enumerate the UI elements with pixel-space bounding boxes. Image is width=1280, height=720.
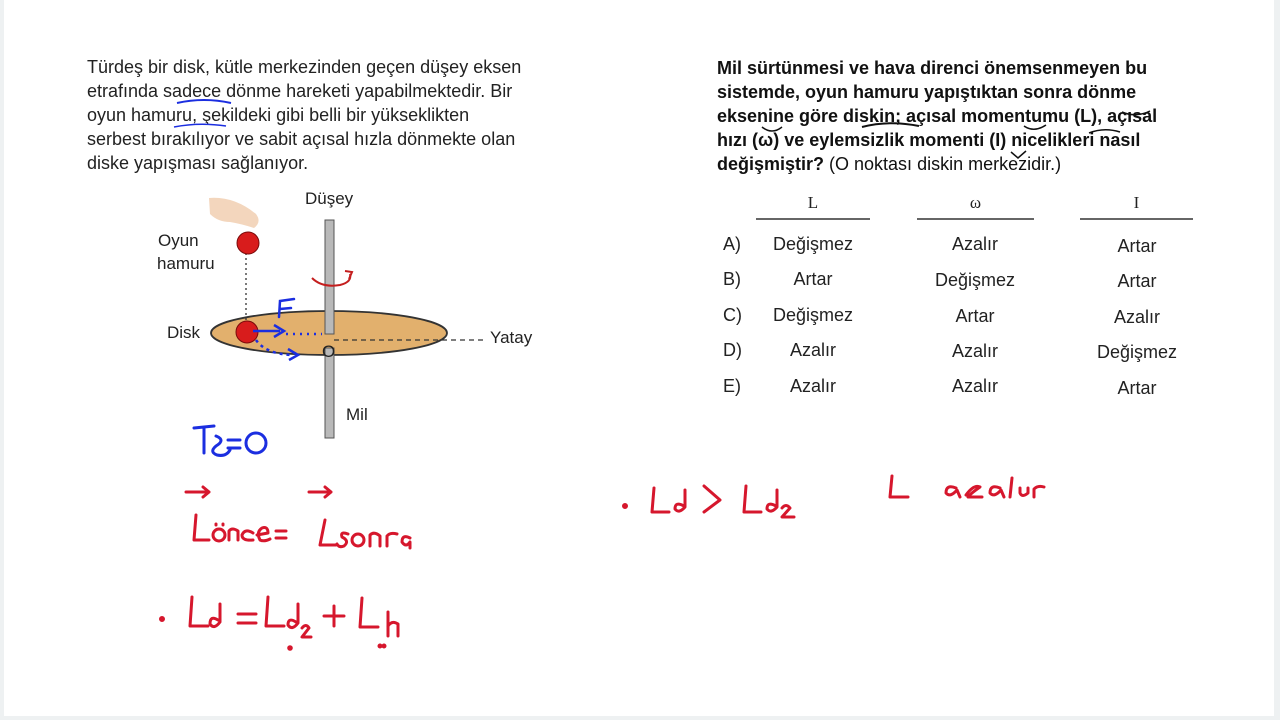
cell-L: Azalır: [789, 376, 836, 396]
prompt-line-1: Mil sürtünmesi ve hava direnci önemsenmeyen bu: [717, 58, 1148, 78]
worksheet-page: [4, 0, 1274, 716]
annotation-mark-I: [1024, 125, 1046, 129]
stem-line-5: diske yapışması sağlanıyor.: [87, 153, 309, 173]
label-disk: Disk: [167, 323, 201, 342]
cell-L: Değişmez: [772, 305, 854, 325]
finger-shape: [209, 198, 259, 228]
stem-line-3: oyun hamuru, şekildeki gibi belli bir yükseklikten: [87, 105, 470, 125]
handwritten-sum: [161, 597, 399, 649]
label-shaft: Mil: [346, 405, 368, 424]
putty-ball-top: [237, 232, 259, 254]
header-L: L: [807, 193, 819, 212]
header-I: I: [1133, 193, 1140, 212]
handwritten-result: [890, 476, 1044, 497]
option-label: C): [723, 305, 742, 325]
shaft-top: [325, 220, 334, 334]
cell-L: Azalır: [789, 340, 836, 360]
cell-I: Artar: [1117, 378, 1157, 398]
annotation-mark-L: [1122, 111, 1150, 115]
cell-omega: Azalır: [951, 234, 998, 254]
cell-L: Değişmez: [772, 234, 854, 254]
prompt-note: (O noktası diskin merkezidir.): [824, 154, 1062, 174]
label-oyun: Oyun: [158, 231, 199, 250]
cell-I: Değişmez: [1096, 342, 1178, 362]
option-label: B): [723, 269, 741, 289]
cell-omega: Artar: [955, 306, 995, 326]
cell-I: Artar: [1117, 236, 1157, 256]
annotation-underline-hamuru: [174, 124, 226, 127]
stem-line-1: Türdeş bir disk, kütle merkezinden geçen düşey eksen: [87, 57, 522, 77]
handwritten-compare: [624, 486, 795, 517]
cell-I: Artar: [1117, 271, 1157, 291]
cell-omega: Değişmez: [934, 270, 1016, 290]
prompt-line-3: eksenine göre diskin; açısal momentumu (L), açısal: [717, 106, 1158, 126]
cell-omega: Azalır: [951, 341, 998, 361]
handwritten-conservation: [186, 487, 410, 548]
label-vertical: Düşey: [305, 189, 354, 208]
label-center-o: O: [322, 342, 336, 361]
label-hamuru: hamuru: [157, 254, 215, 273]
annotation-mark-nicelik: [1089, 130, 1120, 133]
prompt-bold-end: değişmiştir?: [717, 154, 825, 174]
stem-line-2: etrafında sadece dönme hareketi yapabilmektedir. Bir: [87, 81, 513, 101]
annotation-mark-merkez: [1011, 151, 1026, 158]
prompt-line-4: hızı (ω) ve eylemsizlik momenti (I) nicelikleri nasıl: [717, 130, 1141, 150]
stem-line-4: serbest bırakılıyor ve sabit açısal hızla dönmekte olan: [87, 129, 516, 149]
option-label: A): [723, 234, 741, 254]
handwritten-torque: [194, 426, 266, 455]
annotation-underline-diskin: [862, 123, 919, 127]
cell-omega: Azalır: [951, 376, 998, 396]
header-omega: ω: [969, 193, 982, 212]
annotation-mark-w: [762, 127, 782, 131]
option-label: D): [723, 340, 742, 360]
option-label: E): [723, 376, 741, 396]
prompt-line-2: sistemde, oyun hamuru yapıştıktan sonra dönme: [717, 82, 1137, 102]
cell-L: Artar: [793, 269, 833, 289]
cell-I: Azalır: [1113, 307, 1160, 327]
label-horizontal: Yatay: [490, 328, 533, 347]
annotation-underline-sadece: [177, 100, 231, 103]
